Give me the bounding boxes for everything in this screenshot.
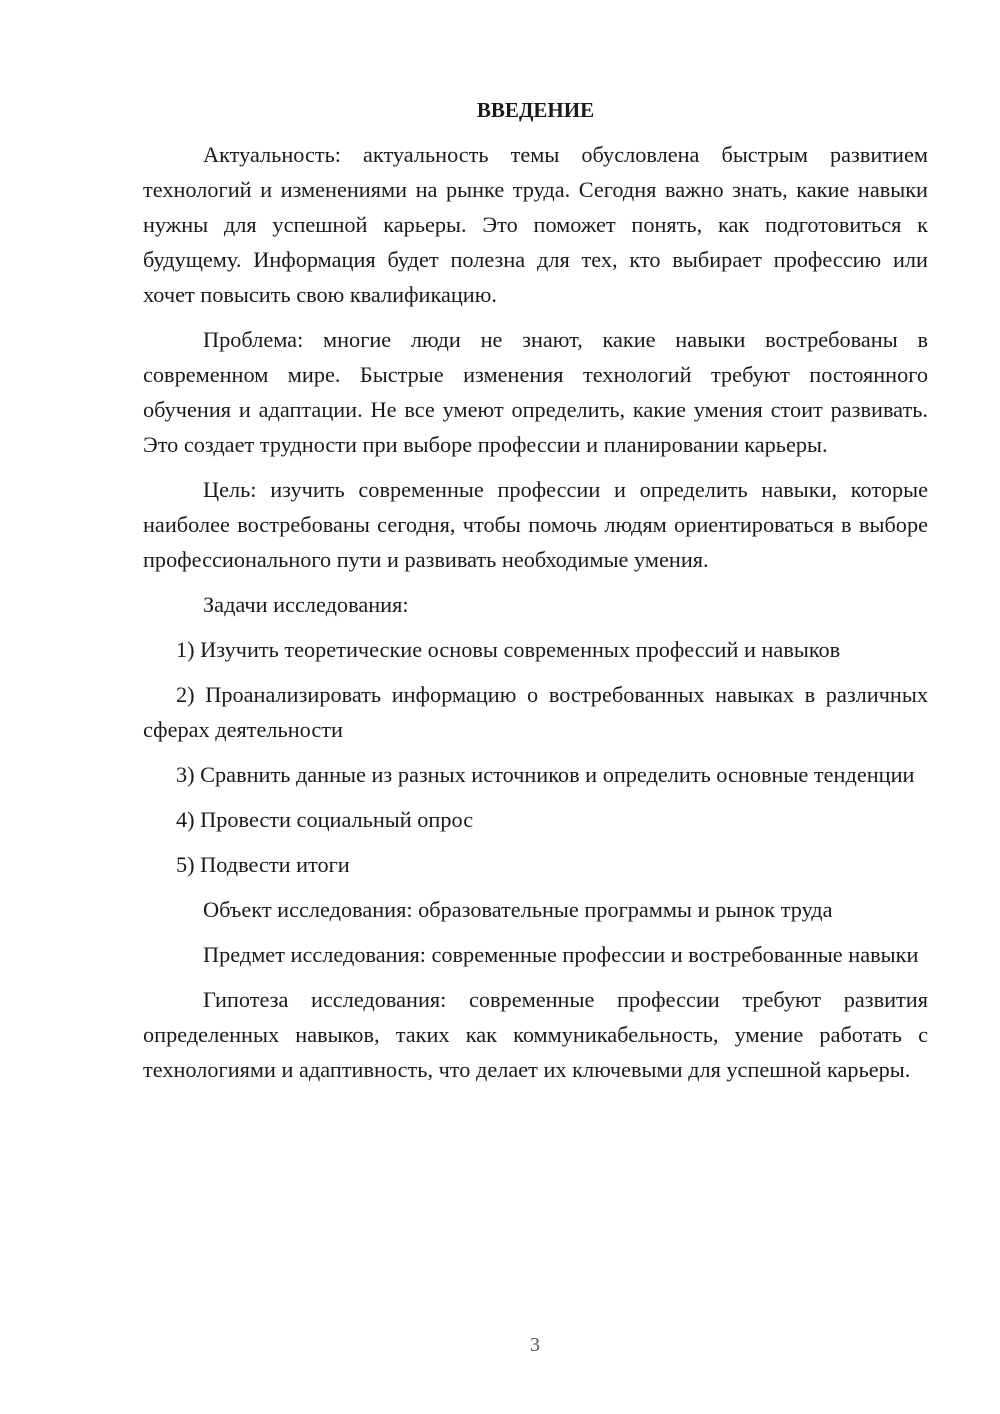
task-item-2: 2) Проанализировать информацию о востребованных навыках в различных сферах деятельности xyxy=(143,682,928,742)
document-page xyxy=(143,95,928,1097)
paragraph-tasks-heading: Задачи исследования: xyxy=(203,592,409,617)
paragraph-hypothesis: Гипотеза исследования: современные профессии требуют развития определенных навыков, таких как коммуникабельность, умение работать с технологиями и адаптивность, что делает их ключевыми для успешной карьеры. xyxy=(143,987,928,1082)
paragraph-subject: Предмет исследования: современные профессии и востребованные навыки xyxy=(203,942,919,967)
paragraph-goal: Цель: изучить современные профессии и определить навыки, которые наиболее востребованы сегодня, чтобы помочь людям ориентироваться в выборе профессионального пути и развивать необходимые умения. xyxy=(143,477,928,572)
task-item-1: 1) Изучить теоретические основы современных профессий и навыков xyxy=(176,637,841,662)
paragraph-problem: Проблема: многие люди не знают, какие навыки востребованы в современном мире. Быстрые изменения технологий требуют постоянного обучения и адаптации. Не все умеют определить, какие умения стоит развивать. Это создает трудности при выборе профессии и планировании карьеры. xyxy=(143,327,928,457)
task-item-5: 5) Подвести итоги xyxy=(176,852,350,877)
task-item-3: 3) Сравнить данные из разных источников и определить основные тенденции xyxy=(176,762,915,787)
page-title: ВВЕДЕНИЕ xyxy=(476,98,595,122)
paragraph-object: Объект исследования: образовательные программы и рынок труда xyxy=(203,897,833,922)
paragraph-relevance: Актуальность: актуальность темы обусловлена быстрым развитием технологий и изменениями на рынке труда. Сегодня важно знать, какие навыки нужны для успешной карьеры. Это поможет понять, как подготовиться к будущему. Информация будет полезна для тех, кто выбирает профессию или хочет повысить свою квалификацию. xyxy=(143,142,928,307)
task-item-4: 4) Провести социальный опрос xyxy=(176,807,474,832)
page-number: 3 xyxy=(530,1334,540,1356)
